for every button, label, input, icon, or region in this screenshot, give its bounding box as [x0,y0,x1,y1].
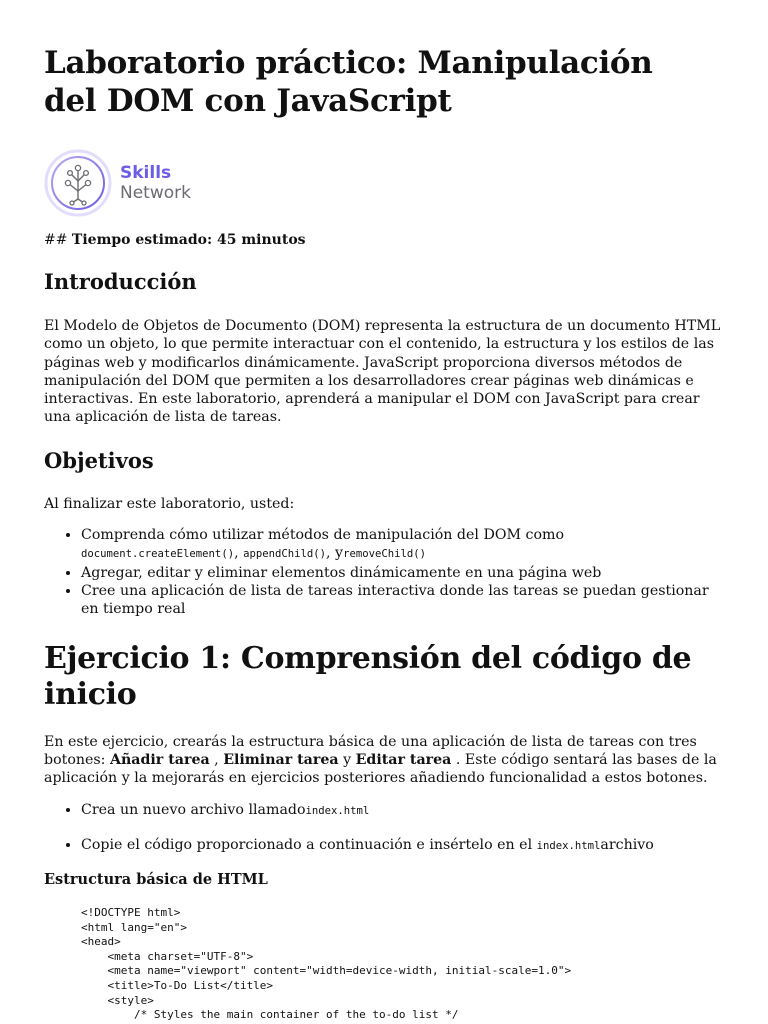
list-item: • Agregar, editar y eliminar elementos dinámicamente en una página web [81,564,724,582]
objectives-lead: Al finalizar este laboratorio, usted: [44,495,295,512]
step-2-text: Copie el código proporcionado a continuación e insértelo en el [81,836,537,853]
objectives-heading: Objetivos [44,447,154,473]
code-block: <!DOCTYPE html> <html lang="en"> <head> <meta charset="UTF-8"> <meta name="viewport" content="width=device-width, initial-scale=1.0"> <title>To-Do List</title> <style> /* Styles the main container of the to-do list */ [81,906,572,1022]
page-title: Laboratorio práctico: Manipulación del DOM con JavaScript [44,45,653,119]
exercise-1-steps [44,801,724,855]
exercise-1-heading: Ejercicio 1: Comprensión del código de inicio [44,640,692,712]
list-item [81,801,724,820]
objective-1-sep1: , [234,545,239,562]
objective-1-sep2: , y [326,545,344,562]
intro-paragraph: El Modelo de Objetos de Documento (DOM) representa la estructura de un documento HTML como un objeto, lo que permite interactuar con el contenido, la estructura y los estilos de las páginas web y modificarlos dinámicamente. JavaScript proporciona diversos métodos de manipulación del DOM que permiten a los desarrolladores crear páginas web dinámicas e interactivas. En este laboratorio, aprenderá a manipular el DOM con JavaScript para crear una aplicación de lista de tareas. [44,318,721,426]
step-1-text: Crea un nuevo archivo llamado [81,802,306,819]
exercise-1-paragraph [44,733,724,788]
list-item [81,836,724,855]
estimated-time-prefix: ## [44,232,68,248]
code-append-child: appendChild() [243,548,327,561]
edit-task-label: Editar tarea [355,751,452,768]
html-structure-subheading: Estructura básica de HTML [44,871,268,889]
estimated-time [44,230,724,250]
step-1-filename: index.html [305,805,370,818]
objective-1-text: Comprenda cómo utilizar métodos de manipulación del DOM como [81,527,564,544]
exercise-1-sep2: y [338,751,356,768]
step-2-end: archivo [600,836,654,853]
delete-task-label: Eliminar tarea [223,751,339,768]
add-task-label: Añadir tarea [109,751,210,768]
objectives-list [44,526,724,618]
step-2-filename: index.html [536,839,601,852]
code-remove-child: removeChild() [343,548,426,561]
estimated-time-label: Tiempo estimado: 45 minutos [71,232,306,248]
logo-wordmark [120,163,191,203]
list-item [81,526,724,564]
skills-network-logo [44,148,724,218]
exercise-1-text-start: En este ejercicio, crearás la estructura básica de una aplicación de lista de tareas con tres botones: [44,733,697,768]
intro-heading: Introducción [44,269,197,294]
exercise-1-text-end: . Este código sentará las bases de la aplicación y la mejorarás en ejercicios posteriores añadiendo funcionalidad a estos botones. [44,751,717,787]
logo-line-2: Network [120,183,191,203]
tree-network-icon [44,149,112,217]
exercise-1-sep1: , [209,751,224,768]
code-create-element: document.createElement() [81,548,235,561]
list-item: • Cree una aplicación de lista de tareas interactiva donde las tareas se puedan gestionar en tiempo real [81,582,724,619]
logo-line-1: Skills [120,163,172,183]
